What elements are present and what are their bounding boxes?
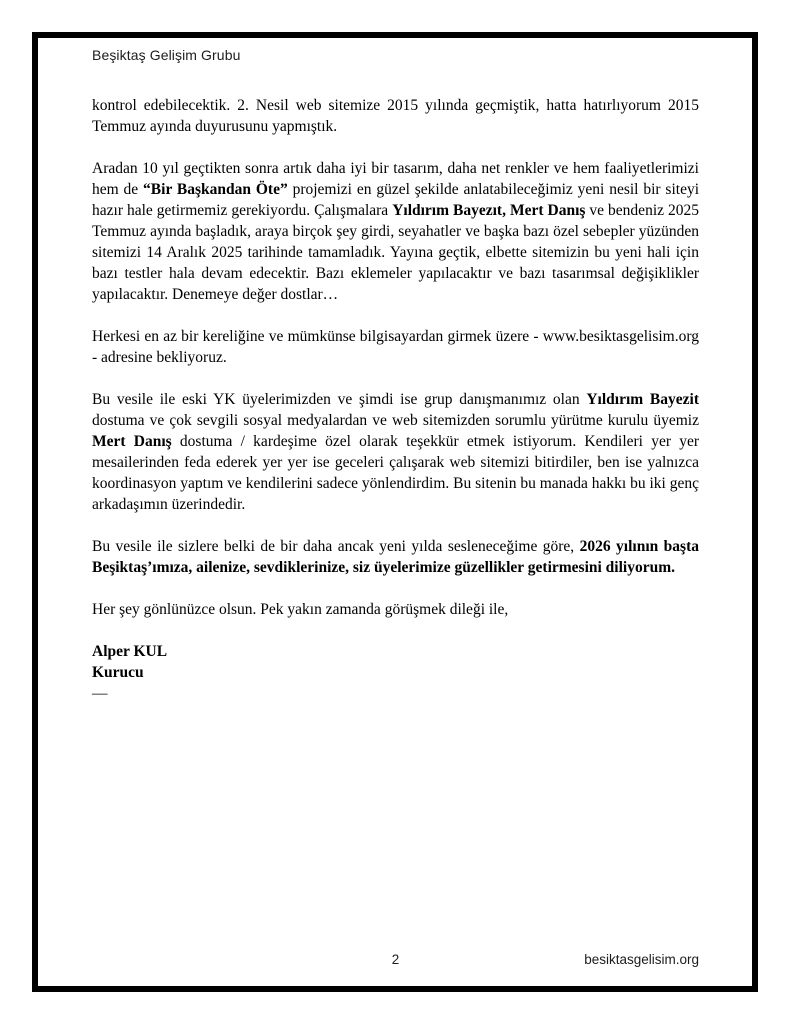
paragraph [92, 536, 699, 578]
signature-block [92, 641, 699, 704]
signature-title: Kurucu [92, 664, 144, 681]
text-run: Her şey gönlünüzce olsun. Pek yakın zamanda görüşmek dileği ile, [92, 601, 509, 618]
bold-text-run: “Bir Başkandan Öte” [143, 181, 288, 198]
page-number: 2 [391, 952, 400, 967]
text-run: Aradan 10 yıl geçtikten sonra artık daha iyi bir tasarım, daha net renkler ve hem faaliyetlerimizi hem de [92, 160, 699, 198]
document-header-title: Beşiktaş Gelişim Grubu [92, 47, 241, 63]
bold-text-run: Yıldırım Bayezıt, Mert Danış [392, 202, 586, 219]
text-run: dostuma ve çok sevgili sosyal medyalardan ve web sitemizden sorumlu yürütme kurulu üyemiz [92, 412, 699, 429]
page-footer [92, 952, 699, 970]
text-run: projemizi en güzel şekilde anlatabileceğimiz yeni nesil bir siteyi hazır hale getirmemiz gerekiyordu. Çalışmalara [92, 181, 699, 219]
text-run: Bu vesile ile eski YK üyelerimizden ve şimdi ise grup danışmanımız olan [92, 391, 587, 408]
text-run: Bu vesile ile sizlere belki de bir daha ancak yeni yılda sesleneceğime göre, [92, 538, 580, 555]
text-run: kontrol edebilecektik. 2. Nesil web sitemize 2015 yılında geçmiştik, hatta hatırlıyorum 2015 Temmuz ayında duyurusunu yapmıştık. [92, 97, 699, 135]
bold-text-run: 2026 yılının başta Beşiktaş’ımıza, ailenize, sevdiklerinize, siz üyelerimize güzellikler getirmesini diliyorum. [92, 538, 699, 576]
bold-text-run: Yıldırım Bayezit [586, 391, 699, 408]
page-border-frame [32, 32, 758, 992]
document-body [92, 95, 699, 620]
paragraph [92, 95, 699, 137]
paragraph [92, 158, 699, 305]
text-run: dostuma / kardeşime özel olarak teşekkür etmek istiyorum. Kendileri yer yer mesailerinden feda ederek yer yer ise geceleri çalışarak web sitemizi bitirdiler, ben ise yalnızca koordinasyon yaptım ve kendilerini sadece yönlendirdim. Bu sitenin bu manada hakkı bu iki genç arkadaşımın üzerindedir. [92, 433, 699, 513]
page-content [38, 38, 752, 704]
paragraph [92, 599, 699, 620]
bold-text-run: Mert Danış [92, 433, 172, 450]
paragraph [92, 326, 699, 368]
footer-site-text: besiktasgelisim.org [584, 952, 699, 967]
signature-name: Alper KUL [92, 643, 168, 660]
text-run: ve bendeniz 2025 Temmuz ayında başladık, araya birçok şey girdi, seyahatler ve başka bazı özel sebepler yüzünden sitemizi 14 Aralık 2025 tarihinde tamamladık. Yayına geçtik, elbette sitemizin bu yeni hali için bazı testler hala devam edecektir. Bazı eklemeler yapılacaktır ve bazı tasarımsal değişiklikler yapılacaktır. Denemeye değer dostlar… [92, 202, 700, 303]
paragraph [92, 389, 699, 515]
text-run: Herkesi en az bir kereliğine ve mümkünse bilgisayardan girmek üzere - www.besiktasgelisim.org - adresine bekliyoruz. [92, 328, 699, 366]
signature-separator-dash: — [92, 685, 108, 702]
